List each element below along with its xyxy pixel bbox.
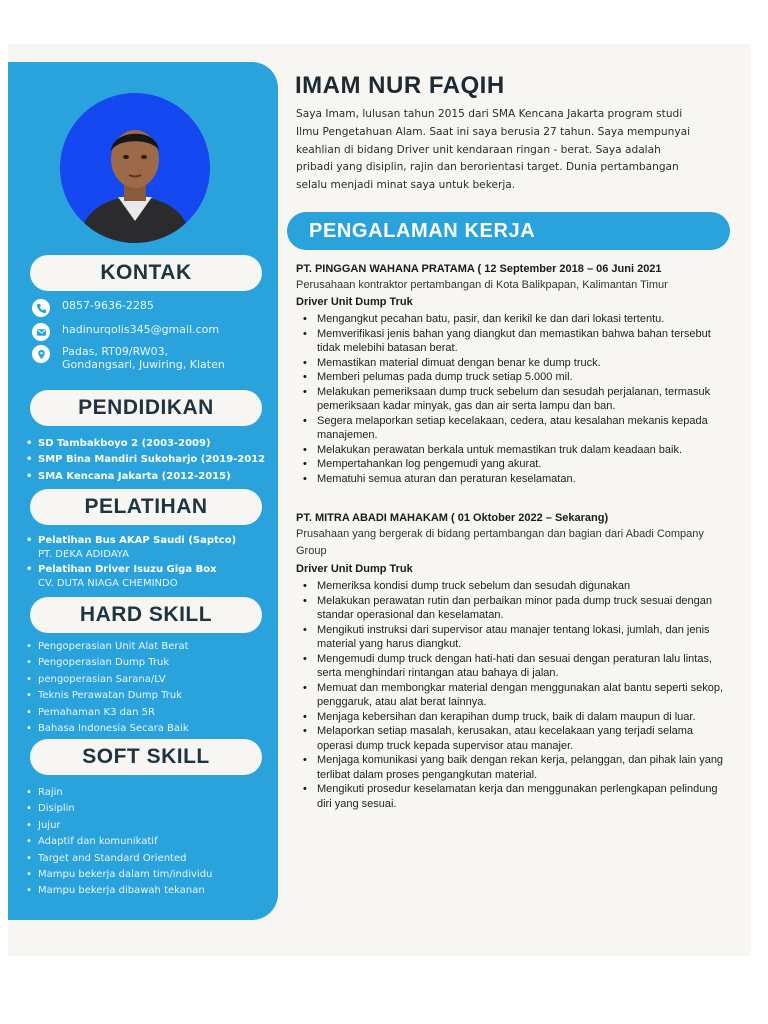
list-item: • Memastikan material dimuat dengan benar ke dump truck. [296, 356, 726, 371]
list-item: • Adaptif dan komunikatif [26, 834, 212, 850]
pelatihan-list [26, 534, 236, 590]
list-item: • Mempertahankan log pengemudi yang akurat. [296, 457, 726, 472]
list-item: • Melakukan perawatan berkala untuk memastikan truk dalam keadaan baik. [296, 443, 726, 458]
experience-heading [287, 212, 730, 250]
list-item: • pengoperasian Sarana/LV [26, 672, 189, 688]
list-item: • Menjaga komunikasi yang baik dengan rekan kerja, pelanggan, dan pihak lain yang terlibat dalam proses pengangkutan material. [296, 753, 726, 782]
list-item: • Mengemudi dump truck dengan hati-hati dan sesuai dengan peraturan lalu lintas, serta menghindari rintangan atau bahaya di jalan. [296, 652, 726, 681]
pendidikan-list [26, 436, 265, 485]
list-item: • Memeriksa kondisi dump truck sebelum dan sesudah digunakan [296, 579, 726, 594]
training-org: CV. DUTA NIAGA CHEMINDO [38, 577, 178, 589]
list-item: • Memuat dan membongkar material dengan menggunakan alat bantu seperti sekop, penggaruk, atau alat berat lainnya. [296, 681, 726, 710]
kontak-heading [30, 255, 262, 291]
pendidikan-title: PENDIDIKAN [78, 396, 214, 419]
phone-icon [32, 299, 50, 317]
job-title: PT. PINGGAN WAHANA PRATAMA ( 12 September 2018 – 06 Juni 2021 [296, 263, 662, 275]
hard-skill-title: HARD SKILL [79, 603, 213, 626]
list-item: • Mengangkut pecahan batu, pasir, dan kerikil ke dan dari lokasi tertentu. [296, 312, 726, 327]
hard-skill-heading [30, 597, 262, 633]
job-entry [296, 511, 726, 811]
profile-photo [60, 93, 210, 243]
list-item: • Memverifikasi jenis bahan yang diangkut dan memastikan bahwa bahan tersebut tidak melebihi batasan berat. [296, 327, 726, 356]
list-item: • Pengoperasian Unit Alat Berat [26, 639, 189, 655]
address-text: Padas, RT09/RW03, Gondangsari, Juwiring, Klaten [62, 345, 225, 371]
hard-skill-list [26, 639, 189, 737]
soft-skill-list [26, 785, 212, 900]
list-item: • Memberi pelumas pada dump truck setiap 5.000 mil. [296, 370, 726, 385]
contact-phone [32, 299, 154, 317]
training-name: Pelatihan Bus AKAP Saudi (Saptco) [38, 535, 237, 546]
pelatihan-heading [30, 489, 262, 525]
contact-email [32, 323, 219, 341]
list-item: • Mengikuti instruksi dari supervisor atau manajer tentang lokasi, jumlah, dan jenis material yang harus diangkut. [296, 623, 726, 652]
job-description: Perusahaan kontraktor pertambangan di Kota Balikpapan, Kalimantan Timur [296, 279, 668, 291]
job-title: PT. MITRA ABADI MAHAKAM ( 01 Oktober 2022 – Sekarang) [296, 512, 609, 524]
list-item: • Mematuhi semua aturan dan peraturan keselamatan. [296, 472, 726, 487]
intro-paragraph: Saya Imam, lulusan tahun 2015 dari SMA Kencana Jakarta program studi Ilmu Pengetahuan Alam. Saat ini saya berusia 27 tahun. Saya mempunyai keahlian di bidang Driver unit kendaraan ringan - berat. Saya adalah pribadi yang disiplin, rajin dan berorientasi target. Dunia pertambangan selalu menjadi minat saya untuk bekerja. [296, 108, 691, 192]
list-item: • Disiplin [26, 801, 212, 817]
list-item: • Mampu bekerja dibawah tekanan [26, 883, 212, 899]
pendidikan-heading [30, 390, 262, 426]
list-item: • Teknis Perawatan Dump Truk [26, 688, 189, 704]
list-item: • Bahasa Indonesia Secara Baik [26, 721, 189, 737]
sidebar [8, 62, 278, 920]
location-pin-icon [32, 345, 50, 363]
list-item: • Rajin [26, 785, 212, 801]
job-entry [296, 262, 726, 486]
job-task-list [296, 312, 726, 486]
job-role: Driver Unit Dump Truk [296, 296, 413, 308]
list-item: • Pengoperasian Dump Truk [26, 655, 189, 671]
email-address[interactable]: hadinurqolis345@gmail.com [62, 323, 220, 336]
soft-skill-heading [30, 739, 262, 775]
pelatihan-title: PELATIHAN [84, 495, 208, 518]
job-role: Driver Unit Dump Truk [296, 563, 413, 575]
list-item: • Target and Standard Oriented [26, 851, 212, 867]
candidate-name: IMAM NUR FAQIH [295, 72, 505, 99]
job-description: Prusahaan yang bergerak di bidang pertambangan dan bagian dari Abadi Company Group [296, 528, 704, 557]
training-org: PT. DEKA ADIDAYA [38, 548, 129, 560]
email-icon [32, 323, 50, 341]
list-item: • Mengikuti prosedur keselamatan kerja dan menggunakan perlengkapan pelindung diri yang sesuai. [296, 782, 726, 811]
list-item: • Mampu bekerja dalam tim/individu [26, 867, 212, 883]
list-item: • Segera melaporkan setiap kecelakaan, cedera, atau kesalahan mekanis kepada manajemen. [296, 414, 726, 443]
list-item: • Melaporkan setiap masalah, kerusakan, atau kecelakaan yang terjadi selama operasi dump truck kepada supervisor atau manajer. [296, 724, 726, 753]
training-name: Pelatihan Driver Isuzu Giga Box [38, 564, 217, 575]
list-item: • Melakukan perawatan rutin dan perbaikan minor pada dump truck sesuai dengan standar operasional dan keselamatan. [296, 594, 726, 623]
experience-title: PENGALAMAN KERJA [309, 219, 536, 242]
list-item: • SD Tambakboyo 2 (2003-2009) [26, 436, 265, 452]
contact-address [32, 345, 264, 371]
list-item: • Pemahaman K3 dan 5R [26, 705, 189, 721]
list-item: • SMP Bina Mandiri Sukoharjo (2019-2012 [26, 452, 265, 468]
kontak-title: KONTAK [100, 261, 192, 284]
list-item: • Melakukan pemeriksaan dump truck sebelum dan sesudah perjalanan, termasuk pemeriksaan kadar minyak, gas dan air serta lampu dan ban. [296, 385, 726, 414]
list-item: • Menjaga kebersihan dan kerapihan dump truck, baik di dalam maupun di luar. [296, 710, 726, 725]
job-task-list [296, 579, 726, 811]
phone-number[interactable]: 0857-9636-2285 [62, 299, 154, 312]
soft-skill-title: SOFT SKILL [82, 745, 210, 768]
list-item [26, 534, 236, 561]
list-item: • SMA Kencana Jakarta (2012-2015) [26, 469, 265, 485]
list-item [26, 563, 236, 590]
list-item: • Jujur [26, 818, 212, 834]
